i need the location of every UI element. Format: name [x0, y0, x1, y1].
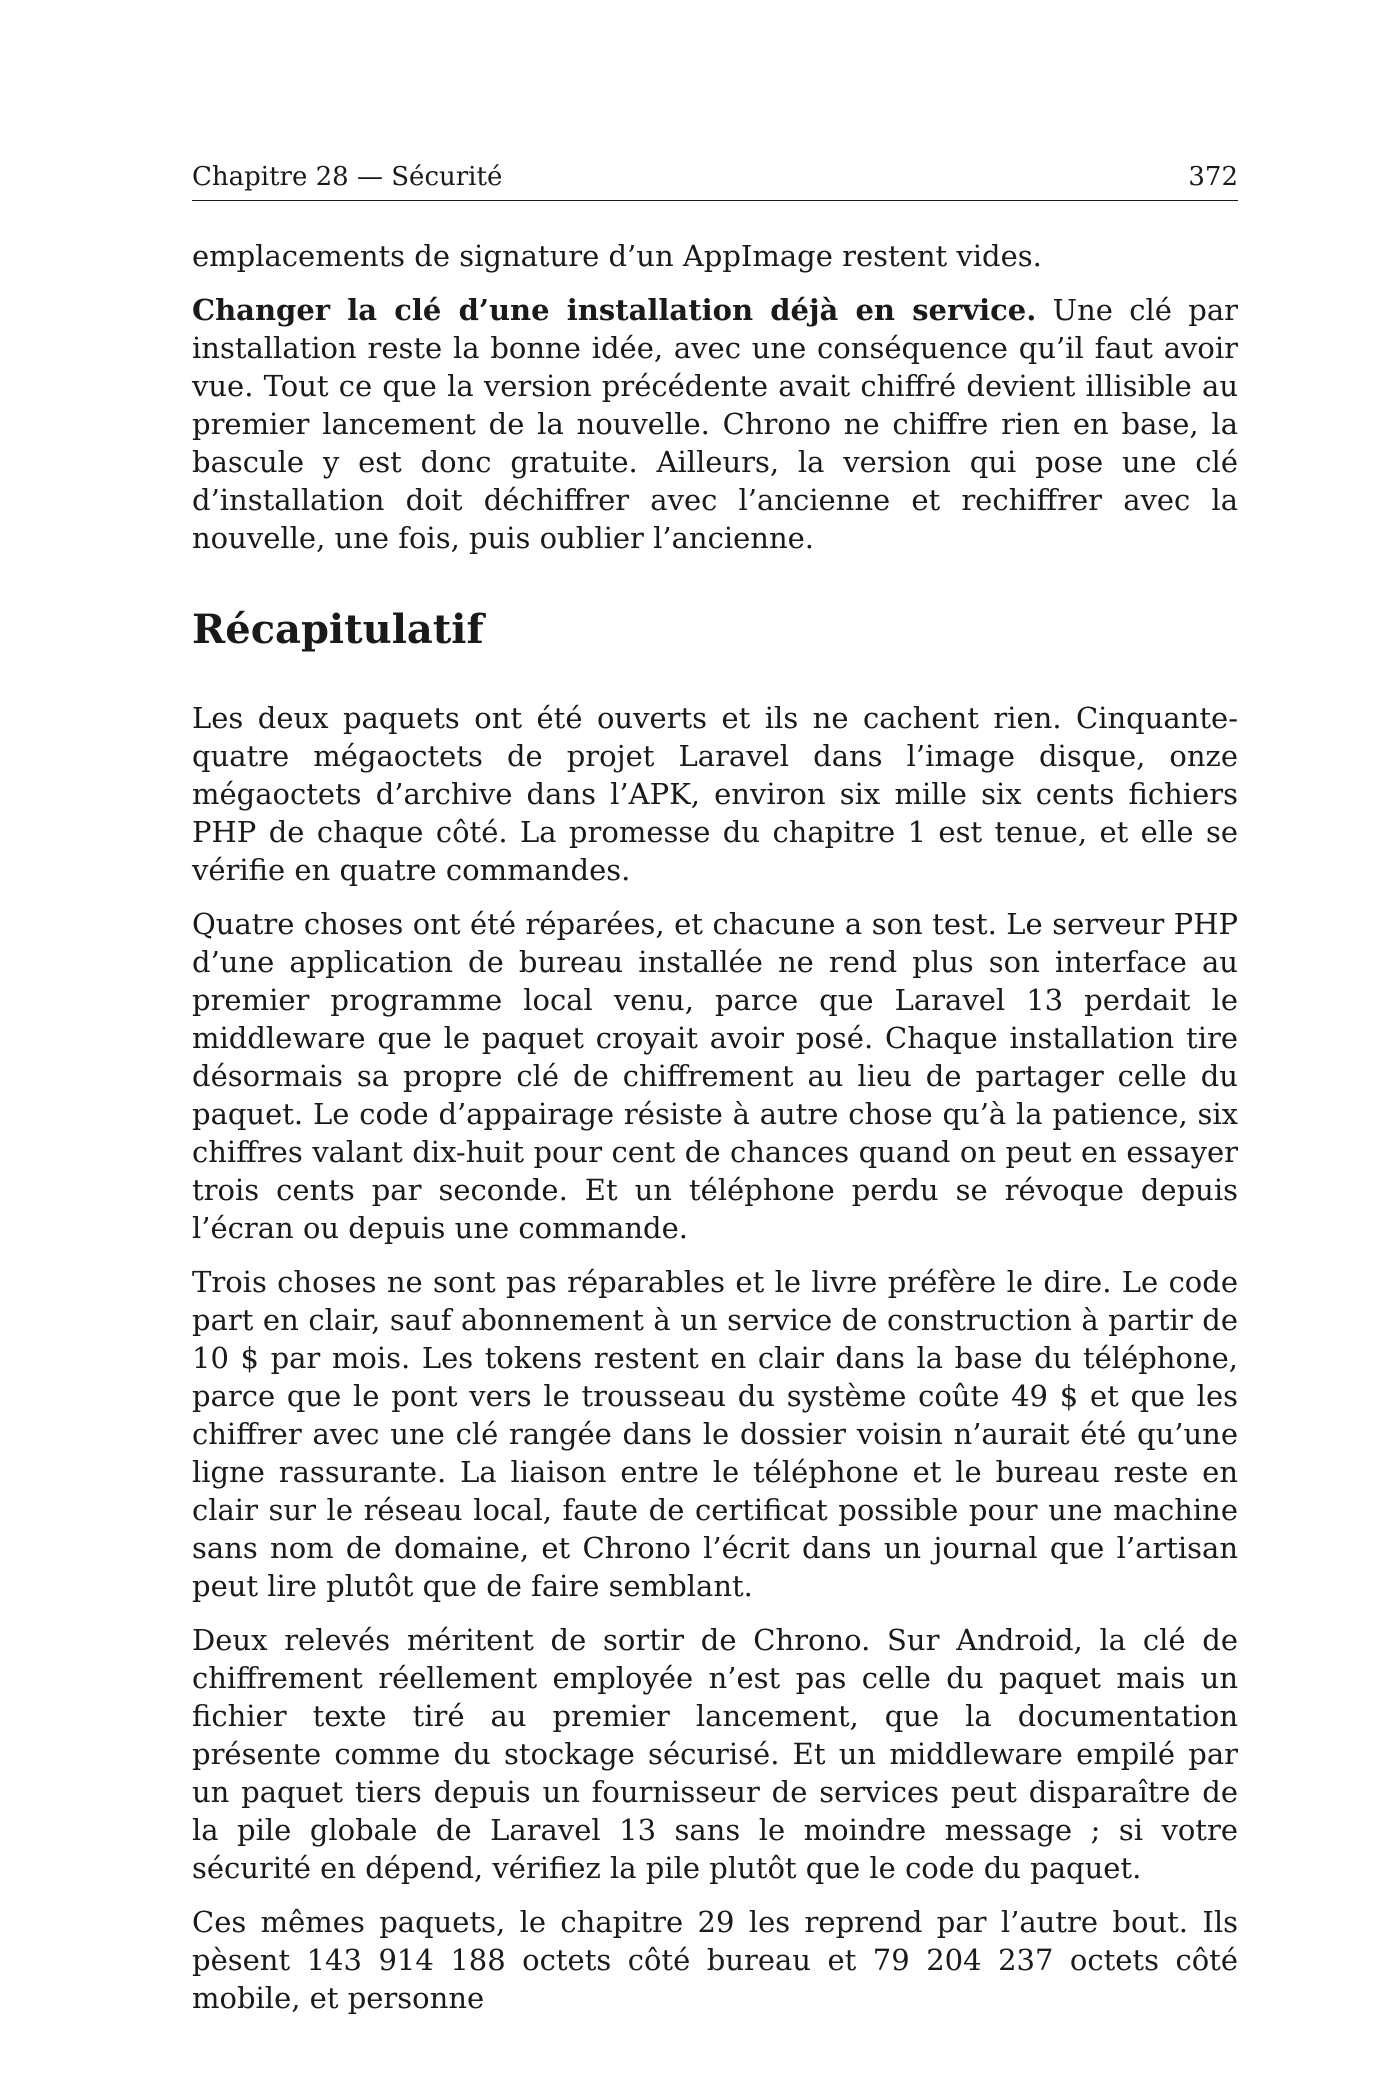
section-heading: Récapitulatif	[192, 606, 484, 653]
paragraph: Quatre choses ont été réparées, et chacune a son test. Le serveur PHP d’une application de bureau installée ne rend plus son interface au premier programme local venu, parce que Laravel 13 perdait le middleware que le paquet croyait avoir posé. Chaque installation tire désormais sa propre clé de chiffrement au lieu de partager celle du paquet. Le code d’appairage résiste à autre chose qu’à la patience, six chiffres valant dix-huit pour cent de chances quand on peut en essayer trois cents par seconde. Et un téléphone perdu se révoque depuis l’écran ou depuis une commande.	[192, 907, 1238, 1245]
chapter-title: Chapitre 28 — Sécurité	[192, 162, 503, 192]
run-in-heading: Changer la clé d’une installation déjà en service.	[192, 293, 1037, 327]
book-page	[192, 160, 1238, 2033]
page-number: 372	[1188, 162, 1238, 192]
paragraph: Ces mêmes paquets, le chapitre 29 les reprend par l’autre bout. Ils pèsent 143 914 188 octets côté bureau et 79 204 237 octets côté mobile, et personne	[192, 1905, 1238, 2015]
paragraph: Trois choses ne sont pas réparables et le livre préfère le dire. Le code part en clair, sauf abonnement à un service de construction à partir de 10 $ par mois. Les tokens restent en clair dans la base du téléphone, parce que le pont vers le trousseau du système coûte 49 $ et que les chiffrer avec une clé rangée dans le dossier voisin n’aurait été qu’une ligne rassurante. La liaison entre le téléphone et le bureau reste en clair sur le réseau local, faute de certificat possible pour une machine sans nom de domaine, et Chrono l’écrit dans un journal que l’artisan peut lire plutôt que de faire semblant.	[192, 1265, 1238, 1603]
paragraph: emplacements de signature d’un AppImage restent vides.	[192, 239, 1042, 273]
paragraph-text: Une clé par installation reste la bonne idée, avec une conséquence qu’il faut avoir vue. Tout ce que la version précédente avait chiffré devient illisible au premier lancement de la nouvelle. Chrono ne chiffre rien en base, la bascule y est donc gratuite. Ailleurs, la version qui pose une clé d’installation doit déchiffrer avec l’ancienne et rechiffrer avec la nouvelle, une fois, puis oublier l’ancienne.	[192, 293, 1238, 555]
page-body	[192, 237, 1238, 2017]
running-header	[192, 160, 1238, 201]
paragraph: Deux relevés méritent de sortir de Chrono. Sur Android, la clé de chiffrement réellement employée n’est pas celle du paquet mais un fichier texte tiré au premier lancement, que la documentation présente comme du stockage sécurisé. Et un middleware empilé par un paquet tiers depuis un fournisseur de services peut disparaître de la pile globale de Laravel 13 sans le moindre message ; si votre sécurité en dépend, vérifiez la pile plutôt que le code du paquet.	[192, 1623, 1238, 1885]
paragraph	[192, 291, 1238, 557]
paragraph: Les deux paquets ont été ouverts et ils ne cachent rien. Cinquante-quatre mégaoctets de projet Laravel dans l’image disque, onze mégaoctets d’archive dans l’APK, environ six mille six cents fichiers PHP de chaque côté. La promesse du chapitre 1 est tenue, et elle se vérifie en quatre commandes.	[192, 701, 1238, 887]
